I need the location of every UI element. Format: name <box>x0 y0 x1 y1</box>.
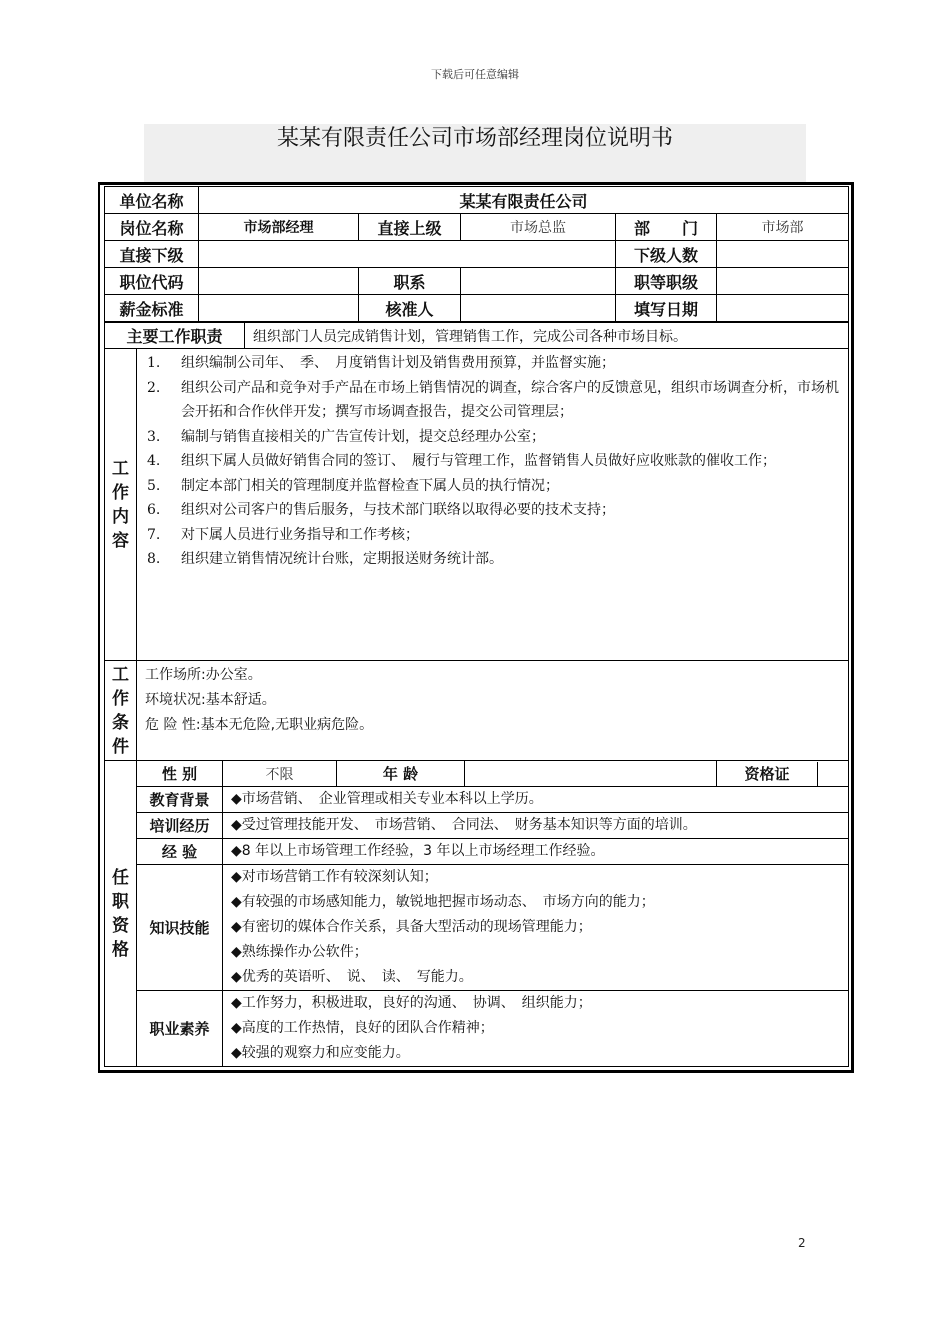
cert-label: 资格证 <box>717 762 818 786</box>
age-label: 年 龄 <box>337 761 465 787</box>
header-note: 下载后可任意编辑 <box>431 68 519 81</box>
table-row <box>105 349 849 661</box>
unit-value: 某某有限责任公司 <box>199 187 849 214</box>
table-row <box>105 214 849 241</box>
quality-list <box>223 991 849 1067</box>
sub-count-value <box>717 241 849 268</box>
title-band <box>144 124 806 182</box>
list-item: ◆工作努力，积极进取，良好的沟通、 协调、 组织能力； <box>231 995 592 1011</box>
experience-label: 经 验 <box>137 839 223 865</box>
label-char: 工 <box>112 458 129 479</box>
work-conditions-text <box>137 661 849 761</box>
table-row <box>105 241 849 268</box>
series-value <box>461 268 616 295</box>
label-char: 内 <box>112 506 129 527</box>
main-duty-text: 组织部门人员完成销售计划，管理销售工作，完成公司各种市场目标。 <box>245 323 849 349</box>
label-char: 作 <box>112 482 129 503</box>
subordinate-value <box>199 241 616 268</box>
label-char: 职 <box>112 891 129 912</box>
gender-label: 性 别 <box>137 761 223 787</box>
code-label: 职位代码 <box>105 268 199 295</box>
table-row <box>105 295 849 322</box>
sub-count-label: 下级人数 <box>616 241 717 268</box>
date-value <box>717 295 849 322</box>
table-row <box>105 761 849 787</box>
qualifications-label <box>105 761 137 1067</box>
list-item: 3. 编制与销售直接相关的广告宣传计划，提交总经理办公室； <box>147 428 545 445</box>
approver-value <box>461 295 616 322</box>
page-number: 2 <box>798 1236 806 1250</box>
list-item: ◆优秀的英语听、 说、 读、 写能力。 <box>231 969 473 985</box>
list-item: 5. 制定本部门相关的管理制度并监督检查下属人员的执行情况； <box>147 477 559 494</box>
cert-cell <box>717 761 849 787</box>
dept-label: 部 门 <box>616 214 717 241</box>
list-item: 7. 对下属人员进行业务指导和工作考核； <box>147 526 419 543</box>
label-char: 资 <box>112 915 129 936</box>
list-item: 4. 组织下属人员做好销售合同的签订、 履行与管理工作，监督销售人员做好应收账款的催收工作； <box>147 453 776 469</box>
table-row <box>105 839 849 865</box>
list-item: ◆有密切的媒体合作关系，具备大型活动的现场管理能力； <box>231 919 592 935</box>
list-item: 2. 组织公司产品和竞争对手产品在市场上销售情况的调查，综合客户的反馈意见，组织市场调查分析，市场机会开拓和合作伙伴开发；撰写市场调查报告，提交公司管理层； <box>147 379 839 420</box>
dept-value: 市场部 <box>717 214 849 241</box>
label-char: 条 <box>112 712 129 733</box>
cert-value <box>818 762 848 786</box>
job-description-table <box>104 186 848 1066</box>
table-row <box>105 661 849 761</box>
table-row <box>105 187 849 214</box>
training-text: ◆受过管理技能开发、 市场营销、 合同法、 财务基本知识等方面的培训。 <box>223 813 849 839</box>
quality-label: 职业素养 <box>137 991 223 1067</box>
list-item: ◆较强的观察力和应变能力。 <box>231 1045 410 1061</box>
condition-line: 危 险 性:基本无危险,无职业病危险。 <box>145 717 374 733</box>
list-item: 8. 组织建立销售情况统计台账，定期报送财务统计部。 <box>147 551 503 567</box>
label-char: 任 <box>112 867 129 888</box>
unit-label: 单位名称 <box>105 187 199 214</box>
skills-list <box>223 865 849 991</box>
education-text: ◆市场营销、 企业管理或相关专业本科以上学历。 <box>223 787 849 813</box>
superior-value: 市场总监 <box>461 214 616 241</box>
label-char: 件 <box>112 736 129 757</box>
table-row <box>105 323 849 349</box>
education-label: 教育背景 <box>137 787 223 813</box>
age-value <box>465 761 717 787</box>
work-content-label <box>105 349 137 661</box>
list-item: 1. 组织编制公司年、 季、 月度销售计划及销售费用预算，并监督实施； <box>147 355 615 371</box>
approver-label: 核准人 <box>359 295 461 322</box>
training-label: 培训经历 <box>137 813 223 839</box>
superior-label: 直接上级 <box>359 214 461 241</box>
condition-line: 环境状况:基本舒适。 <box>145 692 276 708</box>
label-char: 工 <box>112 664 129 685</box>
skills-label: 知识技能 <box>137 865 223 991</box>
table-row <box>105 865 849 991</box>
main-duty-label: 主要工作职责 <box>105 323 245 349</box>
work-content-list <box>137 349 849 661</box>
table-row <box>105 787 849 813</box>
position-label: 岗位名称 <box>105 214 199 241</box>
document-title: 某某有限责任公司市场部经理岗位说明书 <box>276 126 673 151</box>
label-char: 格 <box>112 939 129 960</box>
salary-value <box>199 295 359 322</box>
list-item: ◆高度的工作热情，良好的团队合作精神； <box>231 1020 494 1036</box>
series-label: 职系 <box>359 268 461 295</box>
grade-value <box>717 268 849 295</box>
list-item: 6. 组织对公司客户的售后服务，与技术部门联络以取得必要的技术支持； <box>147 502 615 518</box>
subordinate-label: 直接下级 <box>105 241 199 268</box>
date-label: 填写日期 <box>616 295 717 322</box>
table-row <box>105 268 849 295</box>
list-item: ◆熟练操作办公软件； <box>231 944 368 960</box>
grade-label: 职等职级 <box>616 268 717 295</box>
work-conditions-label <box>105 661 137 761</box>
list-item: ◆有较强的市场感知能力，敏锐地把握市场动态、 市场方向的能力； <box>231 894 655 910</box>
salary-label: 薪金标准 <box>105 295 199 322</box>
position-value: 市场部经理 <box>199 214 359 241</box>
table-row <box>105 813 849 839</box>
basic-info-table <box>104 186 849 322</box>
table-row <box>105 991 849 1067</box>
label-char: 容 <box>112 530 129 551</box>
work-table <box>104 348 849 761</box>
qualifications-table <box>104 760 849 1067</box>
list-item: ◆对市场营销工作有较深刻认知； <box>231 869 438 885</box>
condition-line: 工作场所:办公室。 <box>145 667 262 683</box>
main-duty-table <box>104 322 849 349</box>
gender-value: 不限 <box>223 761 337 787</box>
label-char: 作 <box>112 688 129 709</box>
experience-text: ◆8 年以上市场管理工作经验，3 年以上市场经理工作经验。 <box>223 839 849 865</box>
code-value <box>199 268 359 295</box>
